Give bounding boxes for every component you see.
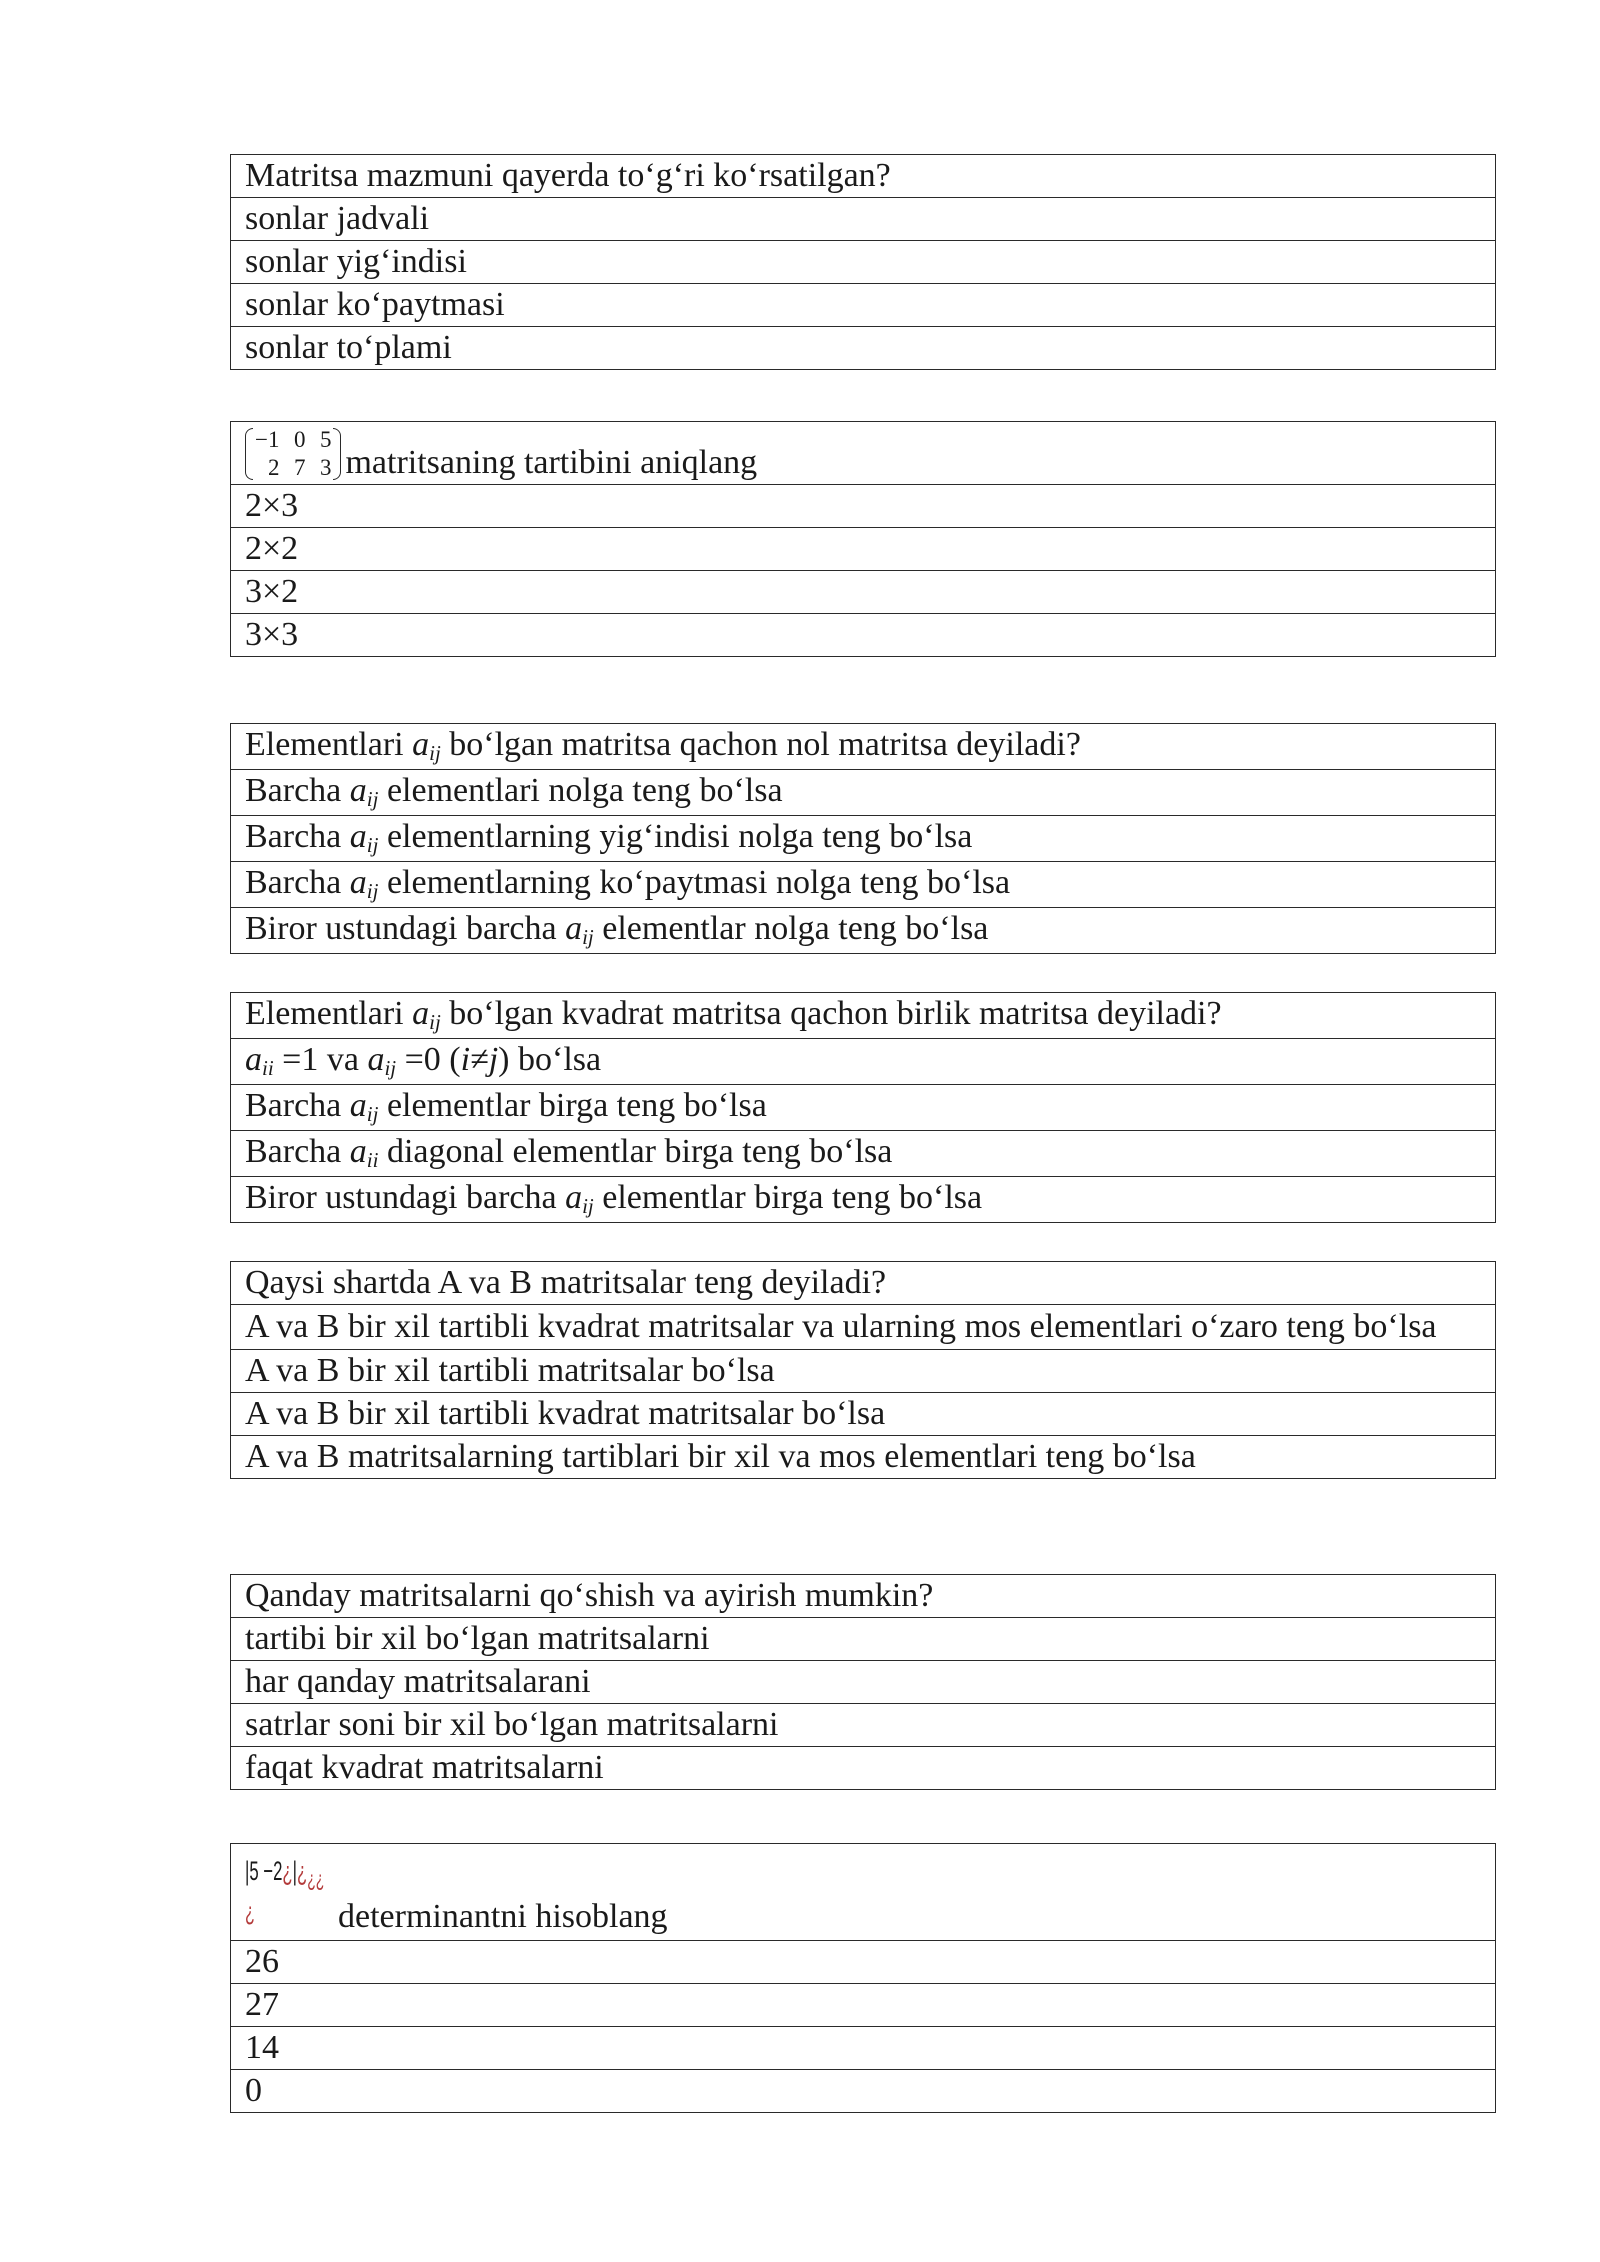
condition: i≠j: [460, 1041, 499, 1078]
question-1-option-1: sonlar jadvali: [231, 198, 1496, 241]
glyph-text: |5 −2: [245, 1856, 283, 1886]
question-4-option-2: [231, 1085, 1496, 1131]
question-6-option-4: faqat kvadrat matritsalarni: [231, 1747, 1496, 1790]
variable-a: a: [565, 910, 583, 947]
matrix-row-1: [253, 426, 333, 454]
question-2-option-1: 2×3: [231, 485, 1496, 528]
subscript: ij: [429, 741, 441, 765]
matrix-cell: 3: [319, 455, 332, 480]
text-part: Barcha: [245, 1133, 350, 1170]
text-part: ) bo‘lsa: [498, 1041, 602, 1078]
question-6-option-2: har qanday matritsalarani: [231, 1661, 1496, 1704]
question-4-table: [230, 992, 1496, 1223]
matrix-2x3: [245, 426, 341, 482]
question-1-option-4: sonlar to‘plami: [231, 327, 1496, 370]
question-3-option-1: [231, 770, 1496, 816]
question-5-option-3: A va B bir xil tartibli kvadrat matritsalar bo‘lsa: [231, 1393, 1496, 1436]
subscript: ij: [582, 1194, 594, 1218]
glyph-text: ¿¿: [307, 1866, 325, 1892]
glyph-text: ¿: [296, 1856, 308, 1886]
text-part: elementlar nolga teng bo‘lsa: [593, 910, 989, 947]
subscript: ij: [366, 1102, 379, 1126]
variable-a: a: [349, 772, 367, 809]
text-part: Barcha: [245, 1087, 350, 1124]
matrix-cell: 2: [267, 455, 280, 480]
text-part: Elementlari: [245, 726, 413, 763]
question-2-header: [231, 422, 1496, 485]
question-7-option-2: 27: [231, 1984, 1496, 2027]
variable-a: a: [349, 1087, 367, 1124]
question-7-text: determinantni hisoblang: [338, 1898, 668, 1935]
variable-a: a: [349, 1133, 367, 1170]
variable-a: a: [245, 1041, 262, 1078]
question-3-table: [230, 723, 1496, 954]
question-1-text: Matritsa mazmuni qayerda to‘g‘ri ko‘rsatilgan?: [231, 155, 1496, 198]
variable-a: a: [412, 726, 430, 763]
question-4-option-3: [231, 1131, 1496, 1177]
subscript: ij: [384, 1056, 397, 1080]
question-3-option-2: [231, 816, 1496, 862]
text-part: elementlari nolga teng bo‘lsa: [378, 772, 783, 809]
subscript: ij: [366, 833, 379, 857]
text-part: Barcha: [245, 772, 350, 809]
question-6-option-1: tartibi bir xil bo‘lgan matritsalarni: [231, 1618, 1496, 1661]
determinant-glyphs: [245, 1850, 324, 1900]
determinant-expression: [231, 1844, 1495, 1940]
text-part: bo‘lgan matritsa qachon nol matritsa deyiladi?: [440, 726, 1081, 763]
question-5-option-2: A va B bir xil tartibli matritsalar bo‘lsa: [231, 1350, 1496, 1393]
question-7-option-4: 0: [231, 2070, 1496, 2113]
matrix-cell: 7: [293, 455, 306, 480]
question-7-option-1: 26: [231, 1941, 1496, 1984]
text-part: Barcha: [245, 864, 350, 901]
subscript: ij: [429, 1010, 441, 1034]
question-4-text: [231, 993, 1496, 1039]
text-part: elementlarning ko‘paytmasi nolga teng bo‘lsa: [378, 864, 1011, 901]
question-6-option-3: satrlar soni bir xil bo‘lgan matritsalarni: [231, 1704, 1496, 1747]
subscript: ij: [366, 879, 379, 903]
question-3-text: [231, 724, 1496, 770]
question-2-table: [230, 421, 1496, 657]
question-5-table: [230, 1261, 1496, 1479]
question-3-option-3: [231, 862, 1496, 908]
question-3-option-4: [231, 908, 1496, 954]
text-part: elementlar birga teng bo‘lsa: [593, 1179, 983, 1216]
variable-a: a: [565, 1179, 583, 1216]
question-2-option-3: 3×2: [231, 571, 1496, 614]
question-4-option-1: [231, 1039, 1496, 1085]
variable-a: a: [367, 1041, 385, 1078]
question-1-table: [230, 154, 1496, 370]
question-5-option-1: A va B bir xil tartibli kvadrat matritsalar va ularning mos elementlari o‘zaro teng bo‘lsa: [231, 1305, 1496, 1350]
variable-a: a: [349, 818, 367, 855]
glyph-text: |: [292, 1856, 297, 1886]
text-part: =0 (: [396, 1041, 461, 1078]
question-2-text: matritsaning tartibini aniqlang: [345, 444, 758, 481]
question-7-option-3: 14: [231, 2027, 1496, 2070]
text-part: Biror ustundagi barcha: [245, 910, 566, 947]
question-5-text: Qaysi shartda A va B matritsalar teng deyiladi?: [231, 1262, 1496, 1305]
matrix-cell: −1: [255, 427, 280, 452]
text-part: elementlar birga teng bo‘lsa: [378, 1087, 767, 1124]
question-5-option-4: A va B matritsalarning tartiblari bir xil va mos elementlari teng bo‘lsa: [231, 1436, 1496, 1479]
subscript: ii: [262, 1056, 274, 1080]
question-6-table: [230, 1574, 1496, 1790]
glyph-text: ¿: [282, 1856, 293, 1886]
matrix-cell: 5: [319, 427, 332, 452]
text-part: =1 va: [273, 1041, 368, 1078]
question-4-option-4: [231, 1177, 1496, 1223]
question-1-option-2: sonlar yig‘indisi: [231, 241, 1496, 284]
question-7-header: [231, 1844, 1496, 1941]
variable-a: a: [349, 864, 367, 901]
text-part: Biror ustundagi barcha: [245, 1179, 566, 1216]
subscript: ii: [366, 1148, 379, 1172]
variable-a: a: [412, 995, 430, 1032]
question-7-table: [230, 1843, 1496, 2113]
subscript: ij: [366, 787, 379, 811]
text-part: Elementlari: [245, 995, 413, 1032]
text-part: Barcha: [245, 818, 350, 855]
glyph-text: ¿: [245, 1896, 255, 1926]
subscript: ij: [582, 925, 594, 949]
question-2-option-4: 3×3: [231, 614, 1496, 657]
matrix-cell: 0: [293, 427, 306, 452]
question-1-option-3: sonlar ko‘paytmasi: [231, 284, 1496, 327]
text-part: diagonal elementlar birga teng bo‘lsa: [378, 1133, 893, 1170]
question-2-option-2: 2×2: [231, 528, 1496, 571]
matrix-row-2: [253, 454, 333, 482]
text-part: elementlarning yig‘indisi nolga teng bo‘lsa: [378, 818, 973, 855]
question-6-text: Qanday matritsalarni qo‘shish va ayirish mumkin?: [231, 1575, 1496, 1618]
text-part: bo‘lgan kvadrat matritsa qachon birlik matritsa deyiladi?: [440, 995, 1222, 1032]
